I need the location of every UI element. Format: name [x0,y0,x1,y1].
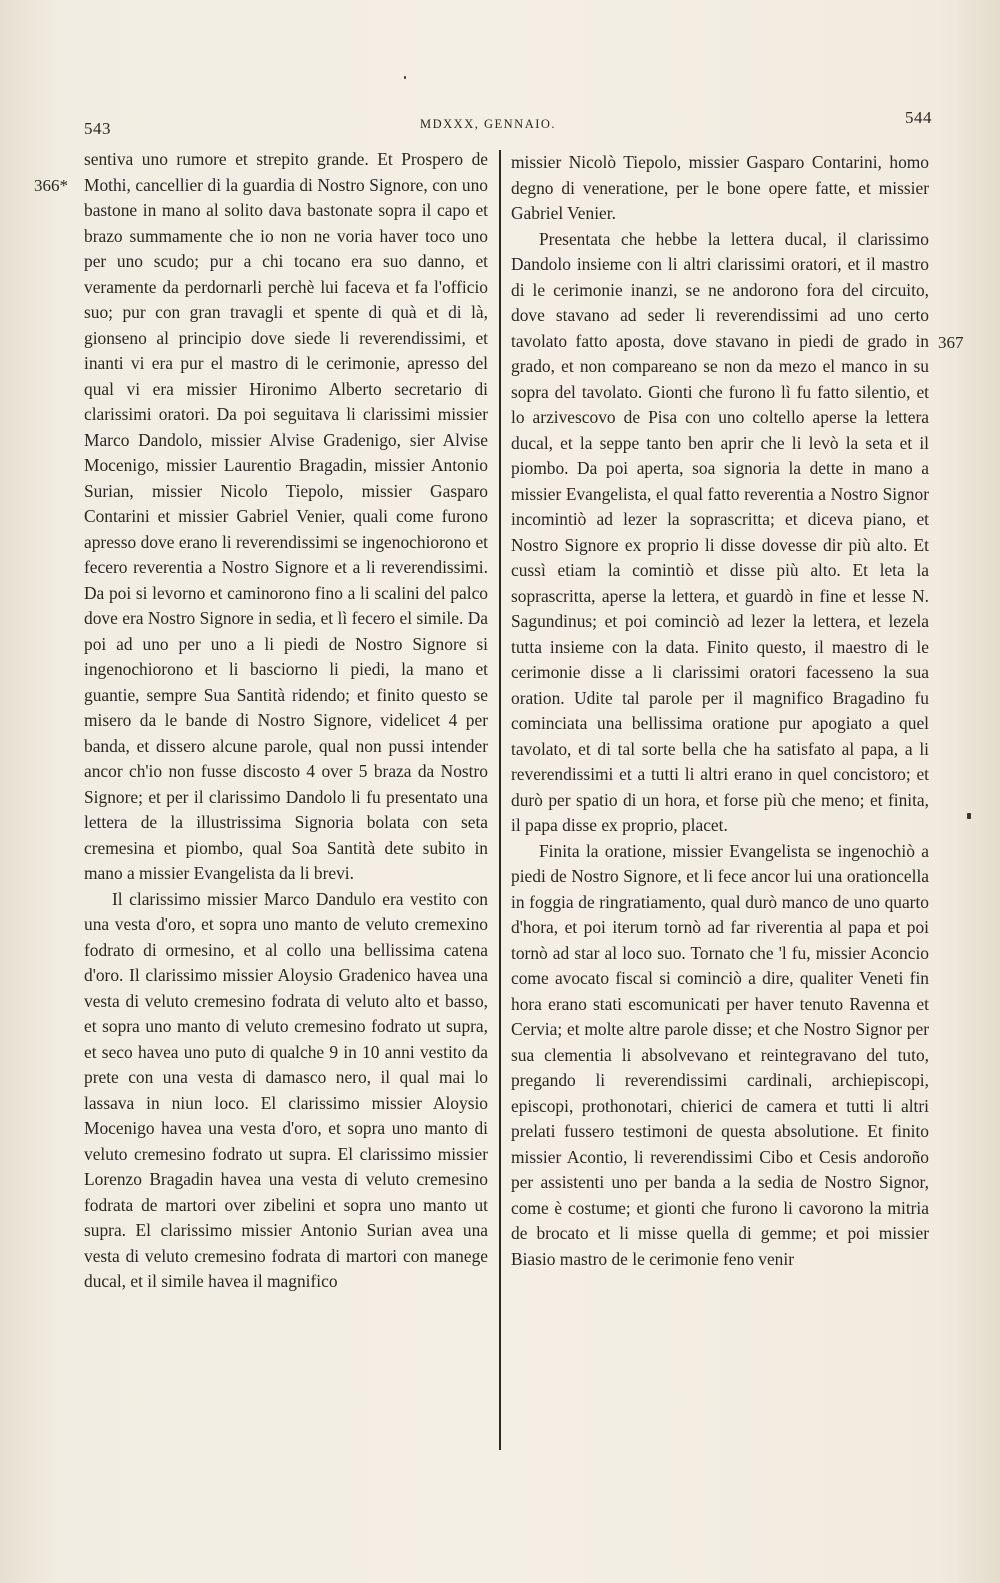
page-number-right: 544 [905,108,932,127]
margin-reference-left: 366* [34,176,68,195]
left-column [84,147,488,1295]
paragraph: Presentata che hebbe la lettera ducal, il clarissimo Dandolo insieme con li altri clarissimi oratori, et il mastro di le cerimonie inanzi, se ne andorono fora del circuito, dove stavano ad seder li reverendissimi ad uno certo tavolato fatto aposta, dove stavano in piedi de grado in grado, et non compareano se non da mezo el manco in su sopra del tavolato. Gionti che furono lì fu fatto silentio, et lo arzivescovo de Pisa con uno coltello aperse la lettera ducal, et la seppe tanto ben aprir che li levò la seta et il piombo. Da poi aperta, soa signoria la dette in mano a missier Evangelista, el qual fatto reverentia a Nostro Signor incomintiò ad lezer la soprascritta; et diceva piano, et Nostro Signore ex proprio li disse dovesse dir più alto. Et cussì etiam la comintiò et disse più alto. Et leta la soprascritta, aperse la lettera, et guardò in fine et lesse N. Sagundinus; et poi cominciò ad lezer la lettera, et lezela tutta insieme con la data. Finito questo, il maestro di le cerimonie disse a li clarissimi oratori facesseno la sua oration. Udite tal parole per il magnifico Bragadino fu cominciata una bellissima oratione pur apogiato a quel tavolato, et di tal sorte bella che ha satisfato al papa, a li reverendissimi et a tutti li altri erano in quel concistoro; et durò per spatio di un hora, et forse più che meno; et finita, il papa disse ex proprio, placet. [511,228,929,835]
right-column [511,150,929,1272]
paragraph: missier Nicolò Tiepolo, missier Gasparo Contarini, homo degno di veneratione, per le bone opere fatte, et missier Gabriel Venier. [511,152,929,223]
column-divider [499,150,501,1450]
running-head: MDXXX, GENNAIO. [420,117,557,131]
page-header [0,104,1000,136]
ink-speck [404,76,406,79]
page-number-left: 543 [84,119,111,138]
paragraph: Il clarissimo missier Marco Dandulo era vestito con una vesta d'oro, et sopra uno manto de veluto cremexino fodrato di ormesino, et al collo una bellissima catena d'oro. Il clarissimo missier Aloysio Gradenico havea una vesta di veluto cremesino fodrata di veluto alto et basso, et sopra uno manto di veluto cremesino fodrato ut supra, et seco havea uno puto di qualche 9 in 10 anni vestito da prete con una vesta di damasco nero, il qual mai lo lassava in niun loco. El clarissimo missier Aloysio Mocenigo havea una vesta d'oro, et sopra uno manto di veluto cremesino fodrato ut supra. El clarissimo missier Lorenzo Bragadin havea una vesta di veluto cremesino fodrata de martori over zibelini et sopra uno manto ut supra. El clarissimo missier Antonio Surian avea una vesta di veluto cremesino fodrata di martori con manege ducal, et il simile havea il magnifico [84,888,488,1291]
margin-reference-right: 367 [938,333,964,352]
paragraph: sentiva uno rumore et strepito grande. Et Prospero de Mothi, cancellier di la guardia di Nostro Signore, con uno bastone in mano al solito dava bastonate sopra il capo et brazo summamente che io non ne voria haver toco uno per uno scudo; pur a chi tocano era suo danno, et veramente da perdornarli perchè lui faceva et fa l'officio suo; pur con gran travagli et spente di quà et di là, gionseno al principio dove siede li reverendissimi, et inanti vi era pur el mastro di le cerimonie, apresso del qual vi era missier Hironimo Alberto secretario di clarissimi oratori. Da poi seguitava li clarissimi missier Marco Dandolo, missier Alvise Gradenigo, sier Alvise Mocenigo, missier Laurentio Bragadin, missier Antonio Surian, missier Nicolo Tiepolo, missier Gasparo Contarini et missier Gabriel Venier, quali come furono apresso dove erano li reverendissimi se ingenochiorono et fecero reverentia a Nostro Signore et a li reverendissimi. Da poi si levorno et caminorono fino a li scalini del palco dove era Nostro Signore in sedia, et lì fecero el simile. Da poi ad uno per uno a li piedi de Nostro Signore si ingenochiorono et li basciorno li piedi, la mano et guantie, sempre Sua Santità ridendo; et finito questo se misero da le bande di Nostro Signore, videlicet 4 per banda, et dissero alcune parole, qual non pussi intender ancor ch'io non fusse discosto 4 over 5 braza da Nostro Signore; et per il clarissimo Dandolo li fu presentato una lettera de la illustrissima Signoria bolata con seta cremesina et piombo, qual Soa Santità dete subito in mano a missier Evangelista da li brevi. [84,149,488,883]
margin-mark [967,813,971,819]
paragraph: Finita la oratione, missier Evangelista se ingenochiò a piedi de Nostro Signore, et li fece ancor lui una orationcella in foggia de ringratiamento, qual durò manco de uno quarto d'hora, et poi iterum tornò ad far riverentia al papa et poi tornò ad star al loco suo. Tornato che 'l fu, missier Aconcio come avocato fiscal si cominciò a dire, qualiter Veneti fin hora erano stati escomunicati per haver tenuto Ravenna et Cervia; et molte altre parole disse; et che Nostro Signor per sua clementia li absolvevano et reintegravano del tuto, pregando li reverendissimi cardinali, archiepiscopi, episcopi, prothonotari, chierici de camera et tutti li altri prelati fussero testimoni de questa absolutione. Et finito missier Acontio, li reverendissimi Cibo et Cesis andoroño per assistenti uno per banda a la sedia de Nostro Signor, come è costume; et gionti che furono li cavorono la mitria de brocato et li misse quella di gemme; et poi missier Biasio mastro de le cerimonie feno venir [511,840,929,1269]
